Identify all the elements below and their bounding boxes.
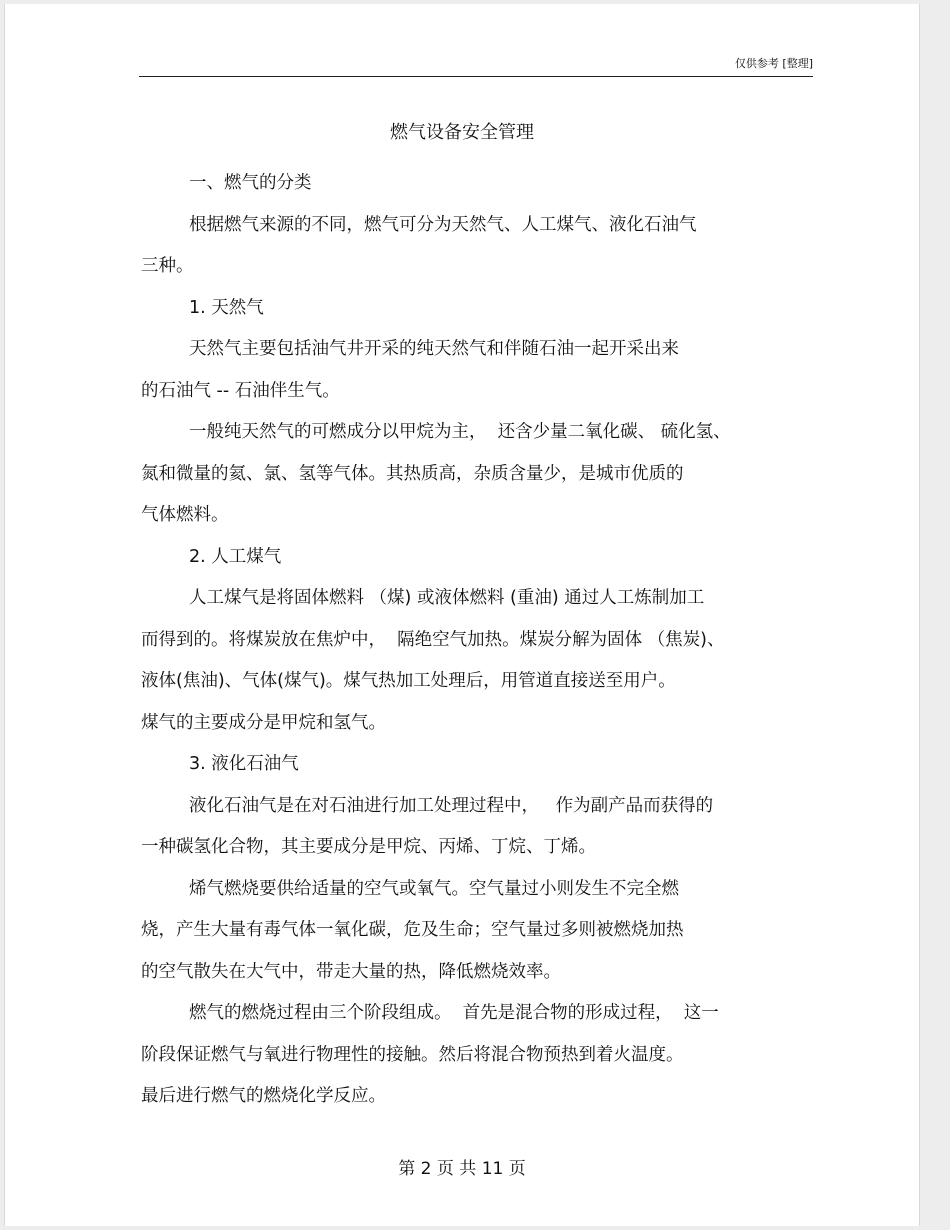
paragraph-line: 一种碳氢化合物，其主要成分是甲烷、丙烯、丁烷、丁烯。 — [141, 837, 596, 857]
subsection-heading: 3. 液化石油气 — [189, 754, 299, 774]
paragraph-line: 的石油气 -- 石油伴生气。 — [141, 380, 340, 401]
paragraph-line: 液化石油气是在对石油进行加工处理过程中， 作为副产品而获得的 — [189, 795, 714, 816]
section-heading: 一、燃气的分类 — [189, 173, 312, 193]
document-page — [4, 4, 920, 1226]
paragraph-line: 烯气燃烧要供给适量的空气或氧气。空气量过小则发生不完全燃 — [189, 878, 679, 899]
paragraph-line: 阶段保证燃气与氧进行物理性的接触。然后将混合物预热到着火温度。 — [141, 1044, 684, 1065]
paragraph-line: 气体燃料。 — [141, 505, 229, 525]
paragraph-line: 人工煤气是将固体燃料 （煤) 或液体燃料 (重油) 通过人工炼制加工 — [189, 588, 705, 608]
subsection-heading: 1. 天然气 — [189, 297, 264, 318]
page-footer: 第 2 页 共 11 页 — [398, 1159, 526, 1179]
paragraph-line: 三种。 — [141, 256, 194, 276]
paragraph-line: 液体(焦油)、气体(煤气)。煤气热加工处理后，用管道直接送至用户。 — [141, 671, 676, 691]
paragraph-line: 煤气的主要成分是甲烷和氢气。 — [141, 712, 386, 733]
paragraph-line: 最后进行燃气的燃烧化学反应。 — [141, 1086, 386, 1106]
paragraph-line: 根据燃气来源的不同，燃气可分为天然气、人工煤气、液化石油气 — [189, 214, 697, 235]
paragraph-line: 燃气的燃烧过程由三个阶段组成。 首先是混合物的形成过程， 这一 — [189, 1003, 719, 1023]
document-title: 燃气设备安全管理 — [390, 122, 534, 143]
paragraph-line: 的空气散失在大气中，带走大量的热，降低燃烧效率。 — [141, 961, 561, 982]
paragraph-line: 而得到的。将煤炭放在焦炉中， 隔绝空气加热。煤炭分解为固体 （焦炭)、 — [141, 629, 725, 650]
document-body — [141, 163, 813, 1118]
header-note: 仅供参考 [整理] — [734, 57, 813, 70]
paragraph-line: 烧，产生大量有毒气体一氧化碳，危及生命；空气量过多则被燃烧加热 — [141, 920, 684, 940]
page-header — [139, 54, 813, 77]
paragraph-line: 天然气主要包括油气井开采的纯天然气和伴随石油一起开采出来 — [189, 339, 679, 359]
paragraph-line: 氮和微量的氦、氯、氢等气体。其热质高，杂质含量少，是城市优质的 — [141, 463, 684, 484]
paragraph-line: 一般纯天然气的可燃成分以甲烷为主， 还含少量二氧化碳、 硫化氢、 — [189, 422, 731, 442]
subsection-heading: 2. 人工煤气 — [189, 546, 282, 567]
